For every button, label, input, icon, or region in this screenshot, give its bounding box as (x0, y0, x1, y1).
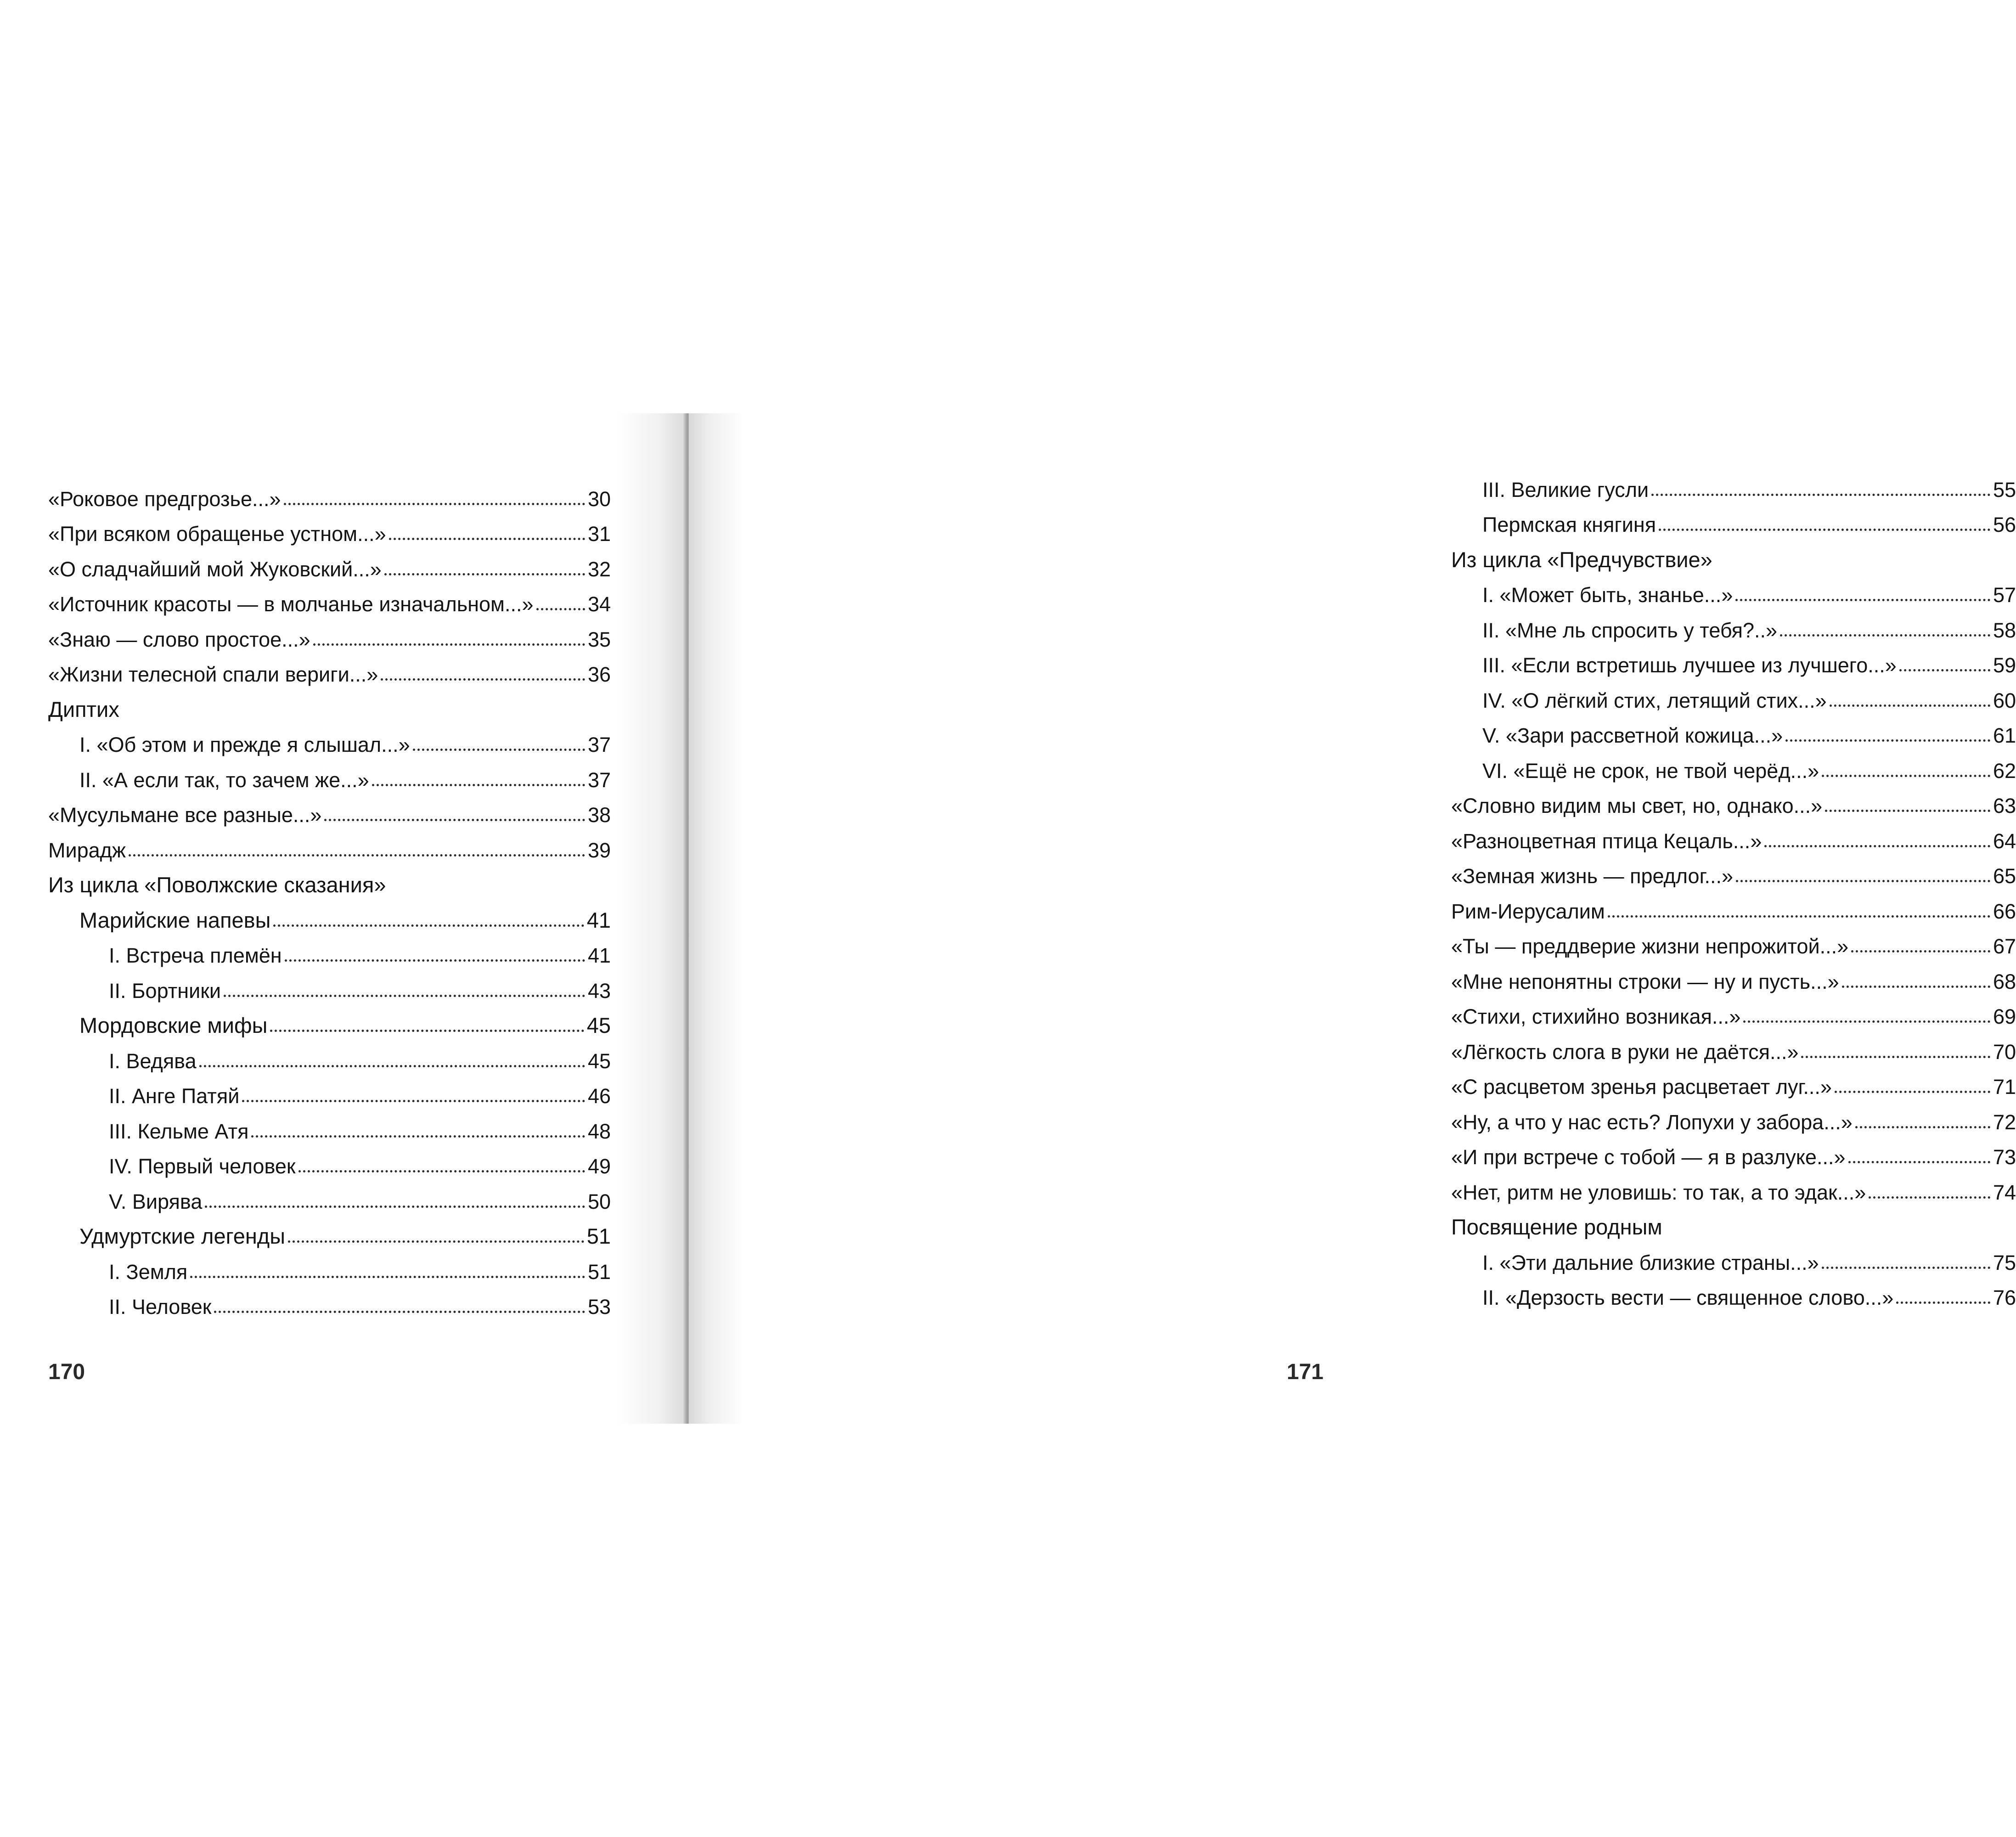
toc-entry-title: Мордовские мифы (79, 1013, 268, 1037)
toc-entry-page: 34 (587, 592, 611, 616)
toc-entry-page: 59 (1993, 654, 2016, 677)
toc-entry-title: Пермская княгиня (1482, 513, 1656, 536)
dot-leader (1608, 915, 1990, 918)
toc-entry-title: Рим-Иерусалим (1451, 899, 1605, 923)
toc-entry (1451, 605, 2016, 641)
toc-entry-title: II. Бортники (109, 979, 221, 1003)
toc-entry-page: 62 (1993, 759, 2016, 783)
toc-entry-title: «Стихи, стихийно возникая...» (1451, 1005, 1741, 1028)
toc-entry-title: II. «А если так, то зачем же...» (79, 768, 369, 792)
toc-entry-page: 48 (587, 1119, 611, 1143)
toc-entry-title: «О сладчайший мой Жуковский...» (48, 557, 382, 581)
toc-entry (48, 580, 611, 615)
toc-entry (48, 1282, 611, 1318)
toc-entry-title: «Мусульмане все разные...» (48, 803, 322, 827)
toc-section-heading (1451, 535, 2016, 570)
dot-leader (1842, 986, 1990, 988)
toc-entry-title: III. Кельме Атя (109, 1119, 249, 1143)
toc-entry-page: 46 (587, 1084, 611, 1108)
toc-entry (48, 966, 611, 1001)
toc-entry-page: 30 (587, 487, 611, 511)
toc-entry (1451, 1062, 2016, 1098)
toc-entry (1451, 816, 2016, 851)
dot-leader (242, 1100, 585, 1102)
toc-entry-title: III. Великие гусли (1482, 478, 1649, 502)
dot-leader (381, 678, 585, 681)
toc-entry-page: 45 (587, 1049, 611, 1073)
toc-entry-title: «Ты — преддверие жизни непрожитой...» (1451, 935, 1849, 958)
toc-entry-title: «Источник красоты — в молчанье изначальном...» (48, 592, 534, 616)
toc-entry-page: 72 (1993, 1110, 2016, 1134)
toc-entry-page: 58 (1993, 618, 2016, 642)
toc-entry-page: 37 (587, 768, 611, 792)
toc-entry (48, 1071, 611, 1107)
toc-entry (1451, 1167, 2016, 1203)
dot-leader (214, 1311, 585, 1313)
toc-entry-page: 76 (1993, 1286, 2016, 1309)
toc-section-heading (48, 1001, 611, 1037)
toc-entry-page: 49 (587, 1155, 611, 1178)
dot-leader (1651, 494, 1990, 496)
toc-entry (48, 614, 611, 650)
toc-entry-page: 39 (587, 838, 611, 862)
toc-entry-page: 50 (587, 1189, 611, 1213)
toc-entry (48, 1177, 611, 1212)
toc-entry-page: 35 (587, 627, 611, 651)
dot-leader (288, 1240, 584, 1243)
toc-entry-title: «Земная жизнь — предлог...» (1451, 864, 1734, 888)
dot-leader (1848, 1161, 1990, 1163)
toc-entry-title: «Мне непонятны строки — ну и пусть...» (1451, 969, 1839, 993)
dot-leader (1869, 1196, 1990, 1199)
toc-entry (1451, 1097, 2016, 1133)
toc-entry (48, 474, 611, 509)
toc-section-heading (1451, 1203, 2016, 1238)
toc-entry-page: 71 (1993, 1075, 2016, 1099)
toc-entry-page: 75 (1993, 1251, 2016, 1274)
toc-entry (48, 650, 611, 685)
toc-entry-page: 38 (587, 803, 611, 827)
left-page (0, 413, 684, 1424)
toc-entry-title: V. «Зари рассветной кожица...» (1482, 724, 1783, 747)
table-of-contents-left (48, 474, 611, 1317)
dot-leader (1764, 845, 1990, 847)
toc-entry (1451, 886, 2016, 922)
toc-entry-page: 31 (587, 522, 611, 546)
dot-leader (190, 1276, 585, 1278)
toc-entry-page: 73 (1993, 1145, 2016, 1169)
toc-entry-page: 66 (1993, 899, 2016, 923)
toc-entry-title: I. «Об этом и прежде я слышал...» (79, 733, 410, 756)
toc-entry (1451, 851, 2016, 887)
toc-entry-title: I. Встреча племён (109, 944, 282, 967)
toc-entry-title: Из цикла «Предчувствие» (1451, 547, 1712, 572)
toc-entry-title: II. Человек (109, 1295, 212, 1319)
dot-leader (251, 1135, 585, 1138)
toc-entry-title: VI. «Ещё не срок, не твой черёд...» (1482, 759, 1819, 783)
toc-entry (1451, 957, 2016, 992)
toc-entry-page: 61 (1993, 724, 2016, 747)
toc-entry-title: I. «Может быть, знанье...» (1482, 583, 1733, 607)
dot-leader (1899, 669, 1990, 671)
toc-entry-page: 51 (586, 1224, 611, 1248)
toc-entry (1451, 1273, 2016, 1308)
dot-leader (129, 854, 585, 857)
dot-leader (224, 995, 585, 997)
dot-leader (298, 1170, 585, 1172)
toc-entry (48, 509, 611, 545)
dot-leader (285, 959, 585, 962)
toc-entry-page: 64 (1993, 829, 2016, 853)
toc-entry-page: 57 (1993, 583, 2016, 607)
toc-entry-title: Марийские напевы (79, 907, 271, 932)
dot-leader (1830, 704, 1990, 707)
toc-entry-page: 32 (587, 557, 611, 581)
dot-leader (1825, 810, 1990, 812)
toc-entry-title: I. Земля (109, 1260, 188, 1284)
toc-entry-title: II. «Дерзость вести — священное слово...» (1482, 1286, 1894, 1309)
book-spread (0, 413, 2016, 1424)
toc-entry-title: «С расцветом зренья расцветает луг...» (1451, 1075, 1832, 1099)
page-number-left: 170 (48, 1360, 85, 1384)
toc-entry-title: IV. Первый человек (109, 1155, 296, 1178)
toc-entry-page: 65 (1993, 864, 2016, 888)
toc-entry-title: «Разноцветная птица Кецаль...» (1451, 829, 1762, 853)
toc-entry (1451, 676, 2016, 711)
toc-entry-page: 67 (1993, 935, 2016, 958)
toc-entry (1451, 781, 2016, 817)
toc-entry-title: IV. «О лёгкий стих, летящий стих...» (1482, 688, 1827, 712)
dot-leader (1785, 739, 1990, 742)
toc-entry-page: 55 (1993, 478, 2016, 502)
dot-leader (270, 1030, 584, 1032)
toc-entry-title: «При всяком обращенье устном...» (48, 522, 386, 546)
toc-entry (1451, 922, 2016, 957)
dot-leader (413, 749, 585, 751)
dot-leader (1851, 950, 1990, 952)
toc-entry-title: Диптих (48, 697, 119, 721)
toc-entry-page: 68 (1993, 969, 2016, 993)
dot-leader (199, 1065, 585, 1067)
toc-entry-title: «Знаю — слово простое...» (48, 627, 310, 651)
toc-entry-title: I. «Эти дальние близкие страны...» (1482, 1251, 1819, 1274)
toc-entry-title: «Жизни телесной спали вериги...» (48, 663, 378, 686)
dot-leader (273, 924, 584, 927)
toc-entry-page: 70 (1993, 1040, 2016, 1064)
toc-entry-title: I. Ведява (109, 1049, 197, 1073)
toc-entry-title: III. «Если встретишь лучшее из лучшего...» (1482, 654, 1897, 677)
dot-leader (536, 608, 585, 610)
toc-section-heading (48, 685, 611, 720)
toc-entry-page: 56 (1993, 513, 2016, 536)
toc-entry (48, 544, 611, 580)
toc-entry (48, 1036, 611, 1071)
toc-entry-title: II. «Мне ль спросить у тебя?..» (1482, 618, 1778, 642)
dot-leader (1822, 1267, 1990, 1269)
toc-entry (48, 755, 611, 790)
toc-entry-title: «Словно видим мы свет, но, однако...» (1451, 794, 1823, 817)
toc-entry (48, 1106, 611, 1142)
dot-leader (1735, 599, 1990, 601)
dot-leader (313, 643, 585, 646)
toc-entry-page: 53 (587, 1295, 611, 1319)
toc-entry-title: Мирадж (48, 838, 126, 862)
dot-leader (372, 784, 585, 786)
toc-entry-page: 63 (1993, 794, 2016, 817)
toc-section-heading (48, 1212, 611, 1247)
page-number-right: 171 (1286, 1360, 1323, 1384)
toc-entry-page: 36 (587, 663, 611, 686)
table-of-contents-right (1451, 465, 2016, 1308)
toc-entry (1451, 641, 2016, 676)
toc-entry (48, 825, 611, 861)
toc-section-heading (48, 896, 611, 931)
dot-leader (1801, 1056, 1990, 1058)
toc-entry (1451, 992, 2016, 1027)
dot-leader (389, 538, 585, 540)
dot-leader (205, 1206, 585, 1208)
toc-entry (48, 720, 611, 755)
dot-leader (1822, 775, 1990, 777)
toc-entry-page: 43 (587, 979, 611, 1003)
toc-entry-title: Удмуртские легенды (79, 1224, 286, 1248)
toc-entry (1451, 1027, 2016, 1062)
toc-entry (1451, 711, 2016, 746)
toc-entry-page: 45 (586, 1013, 611, 1037)
toc-entry-title: II. Анге Патяй (109, 1084, 240, 1108)
toc-entry (1451, 500, 2016, 535)
toc-entry (1451, 465, 2016, 500)
toc-entry-title: «И при встрече с тобой — я в разлуке...» (1451, 1145, 1846, 1169)
toc-entry (1451, 570, 2016, 606)
toc-entry-page: 41 (586, 907, 611, 932)
toc-entry-page: 41 (587, 944, 611, 967)
dot-leader (1780, 634, 1990, 637)
toc-entry-title: Посвящение родным (1451, 1215, 1662, 1239)
right-page (689, 413, 2016, 1424)
toc-entry-title: Из цикла «Поволжские сказания» (48, 873, 386, 897)
dot-leader (1743, 1020, 1990, 1023)
toc-entry (1451, 1238, 2016, 1273)
toc-entry-page: 37 (587, 733, 611, 756)
toc-entry-page: 74 (1993, 1180, 2016, 1204)
toc-entry-title: «Лёгкость слога в руки не даётся...» (1451, 1040, 1799, 1064)
toc-entry (48, 1142, 611, 1177)
dot-leader (284, 503, 585, 505)
toc-entry-title: «Нет, ритм не уловишь: то так, а то эдак...» (1451, 1180, 1866, 1204)
dot-leader (1659, 529, 1990, 531)
toc-section-heading (48, 861, 611, 896)
toc-entry-title: V. Вирява (109, 1189, 203, 1213)
dot-leader (384, 573, 585, 575)
dot-leader (324, 819, 585, 821)
dot-leader (1736, 880, 1990, 882)
toc-entry-title: «Роковое предгрозье...» (48, 487, 281, 511)
toc-entry (48, 790, 611, 826)
dot-leader (1855, 1126, 1990, 1128)
dot-leader (1896, 1302, 1990, 1304)
toc-entry (1451, 1133, 2016, 1168)
toc-entry-page: 69 (1993, 1005, 2016, 1028)
toc-entry-title: «Ну, а что у нас есть? Лопухи у забора...» (1451, 1110, 1853, 1134)
toc-entry-page: 60 (1993, 688, 2016, 712)
toc-entry-page: 51 (587, 1260, 611, 1284)
toc-entry (48, 931, 611, 966)
toc-entry (1451, 746, 2016, 781)
toc-entry (48, 1247, 611, 1282)
dot-leader (1835, 1091, 1990, 1093)
